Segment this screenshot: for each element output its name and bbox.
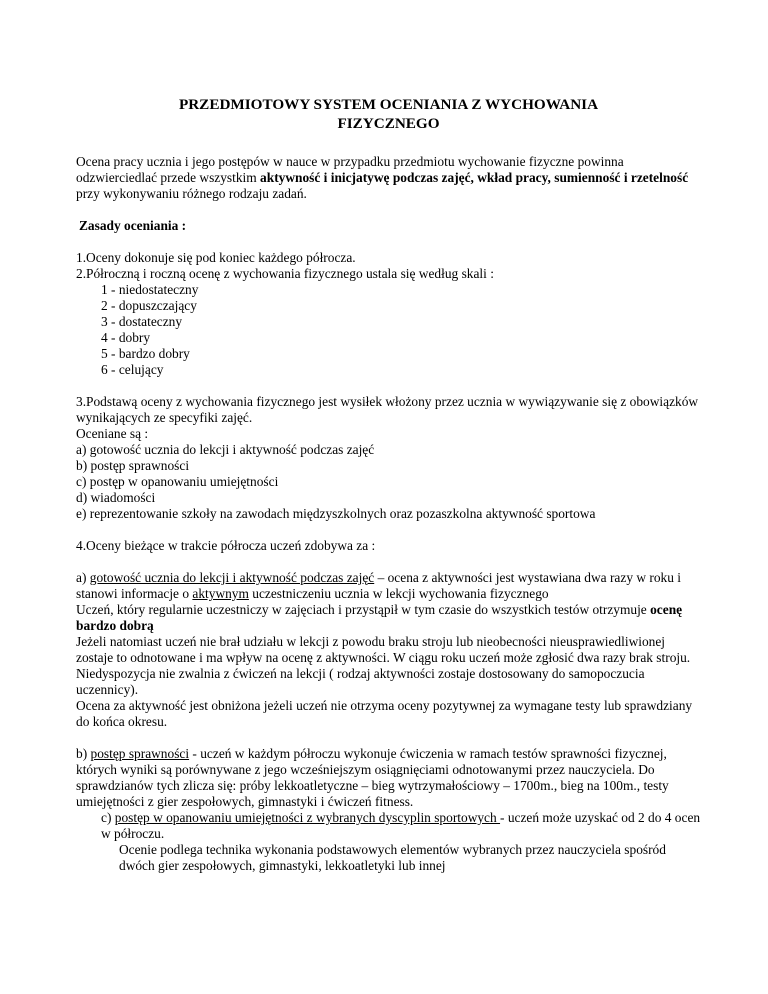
evaluated-item: e) reprezentowanie szkoły na zawodach międzyszkolnych oraz pozaszkolna aktywność sportowa bbox=[76, 506, 596, 521]
title-line-2: FIZYCZNEGO bbox=[337, 115, 440, 132]
section-a-text-1: – ocena z aktywności jest wystawiana dwa razy w roku i stanowi informacje o bbox=[76, 570, 681, 601]
point-4: 4.Oceny bieżące w trakcie półrocza uczeń zdobywa za : bbox=[76, 538, 376, 553]
grade-scale-item: 3 - dostateczny bbox=[101, 314, 183, 329]
grade-scale-item: 2 - dopuszczający bbox=[101, 298, 197, 313]
grade-scale-item: 6 - celujący bbox=[101, 362, 164, 377]
rules-heading-text: Zasady oceniania : bbox=[79, 218, 187, 233]
section-a-text-2: uczestniczeniu ucznia w lekcji wychowania fizycznego bbox=[248, 586, 549, 601]
point-3 bbox=[76, 394, 701, 522]
section-c-para-2: Ocenie podlega technika wykonania podstawowych elementów wybranych przez nauczyciela spośród dwóch gier zespołowych, gimnastyki, lekkoatletyki lub innej bbox=[119, 842, 666, 873]
intro-paragraph bbox=[76, 154, 701, 202]
section-a-heading: gotowość ucznia do lekcji i aktywność podczas zajęć bbox=[89, 570, 375, 585]
evaluated-item: c) postęp w opanowaniu umiejętności bbox=[76, 474, 279, 489]
grade-scale-item: 1 - niedostateczny bbox=[101, 282, 199, 297]
section-a-para-2-text: Uczeń, który regularnie uczestniczy w zajęciach i przystąpił w tym czasie do wszystkich testów otrzymuje bbox=[76, 602, 651, 617]
evaluated-item: d) wiadomości bbox=[76, 490, 156, 505]
section-b-para bbox=[76, 746, 701, 810]
grade-scale-item: 4 - dobry bbox=[101, 330, 151, 345]
section-c-para-1 bbox=[76, 810, 701, 842]
section-a-para-4: Ocena za aktywność jest obniżona jeżeli uczeń nie otrzyma oceny pozytywnej za wymagane testy lub sprawdziany do końca okresu. bbox=[76, 698, 693, 729]
evaluated-list bbox=[76, 442, 701, 522]
point-2: 2.Półroczną i roczną ocenę z wychowania fizycznego ustala się według skali : bbox=[76, 266, 494, 281]
intro-text-1: Ocena pracy ucznia i jego postępów w nauce w przypadku przedmiotu wychowanie fizyczne powinna odzwierciedlać przede wszystkim bbox=[76, 154, 624, 185]
section-a bbox=[76, 570, 701, 730]
grade-scale-item: 5 - bardzo dobry bbox=[101, 346, 190, 361]
intro-text-2: przy wykonywaniu różnego rodzaju zadań. bbox=[76, 186, 307, 201]
section-a-para-2-bold: ocenę bardzo dobrą bbox=[76, 602, 683, 633]
evaluated-item: b) postęp sprawności bbox=[76, 458, 190, 473]
section-a-underlined-word: aktywnym bbox=[192, 586, 249, 601]
section-b-prefix: b) bbox=[76, 746, 91, 761]
document-body bbox=[76, 95, 701, 874]
section-b-text: - uczeń w każdym półroczu wykonuje ćwiczenia w ramach testów sprawności fizycznej, których wyniki są porównywane z jego wcześniejszym osiągnięciami odnotowanymi przez nauczyciela. Do sprawdzianów tych zlicza się: próby lekkoatletyczne – bieg wytrzymałościowy – 1700m., bieg na 100m., testy umiejętności z gier zespołowych, gimnastyki i ćwiczeń fitness. bbox=[76, 746, 669, 809]
section-b-heading: postęp sprawności bbox=[90, 746, 190, 761]
point-1: 1.Oceny dokonuje się pod koniec każdego półrocza. bbox=[76, 250, 356, 265]
section-c-heading: postęp w opanowaniu umiejętności z wybranych dyscyplin sportowych bbox=[114, 810, 501, 825]
evaluated-item: a) gotowość ucznia do lekcji i aktywność podczas zajęć bbox=[76, 442, 375, 457]
section-a-para-3: Jeżeli natomiast uczeń nie brał udziału w lekcji z powodu braku stroju lub nieobecności nieusprawiedliwionej zostaje to odnotowane i ma wpływ na ocenę z aktywności. W ciągu roku uczeń może zgłosić dwa razy brak stroju. Niedyspozycja nie zwalnia z ćwiczeń na lekcji ( rodzaj aktywności zostaje dostosowany do samopoczucia uczennicy). bbox=[76, 634, 691, 697]
points-1-2 bbox=[76, 250, 701, 378]
section-c-text-1: - uczeń może uzyskać od 2 do 4 ocen w półroczu. bbox=[101, 810, 701, 841]
section-a-para-1 bbox=[76, 570, 701, 602]
section-a-para-2 bbox=[76, 602, 701, 634]
page-title bbox=[76, 95, 701, 133]
section-c-prefix: c) bbox=[101, 810, 115, 825]
grade-scale-list bbox=[76, 282, 701, 378]
rules-heading bbox=[76, 218, 701, 234]
point-3-evaluated-label: Oceniane są : bbox=[76, 426, 149, 441]
title-line-1: PRZEDMIOTOWY SYSTEM OCENIANIA Z WYCHOWANIA bbox=[178, 96, 599, 113]
section-c bbox=[76, 810, 701, 874]
section-a-prefix: a) bbox=[76, 570, 90, 585]
point-3-text: 3.Podstawą oceny z wychowania fizycznego jest wysiłek włożony przez ucznia w wywiązywanie się z obowiązków wynikających ze specyfiki zajęć. bbox=[76, 394, 699, 425]
intro-bold-text: aktywność i inicjatywę podczas zajęć, wkład pracy, sumienność i rzetelność bbox=[260, 170, 689, 185]
section-b bbox=[76, 746, 701, 810]
